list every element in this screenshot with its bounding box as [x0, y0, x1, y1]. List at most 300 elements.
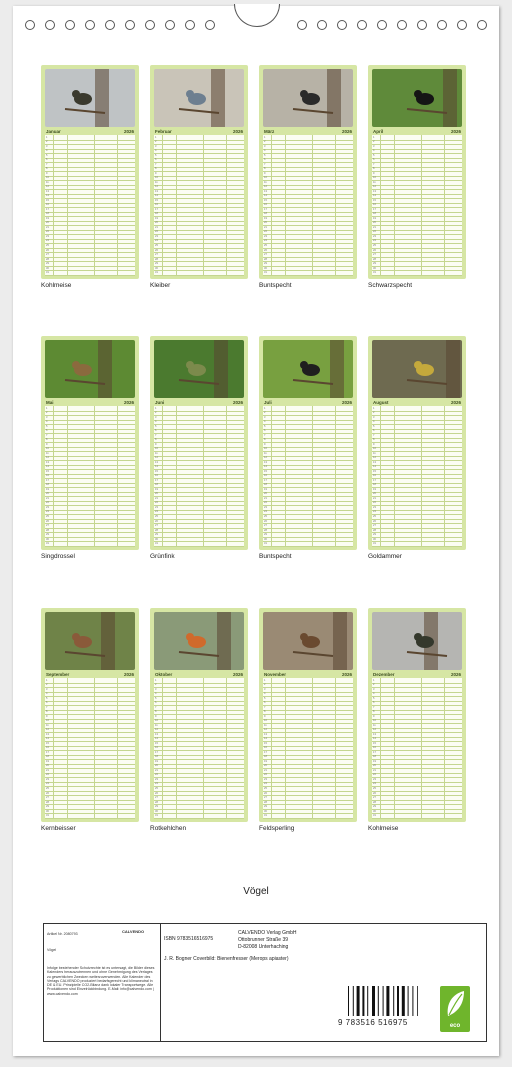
day-number: 27 [155, 524, 158, 528]
day-row-line [154, 438, 244, 442]
day-row-line [154, 483, 244, 487]
day-number: 6 [264, 429, 266, 433]
day-row-line [154, 696, 244, 697]
month-name: Juli [264, 400, 272, 405]
day-number: 10 [46, 176, 49, 180]
day-number: 17 [155, 750, 158, 754]
column-line [67, 678, 68, 818]
day-row-line [45, 804, 135, 805]
day-row-line [263, 257, 353, 258]
month-year: 2026 [450, 400, 461, 405]
day-number: 9 [373, 714, 375, 718]
day-number: 22 [373, 230, 376, 234]
day-row-line [154, 460, 244, 461]
day-number: 29 [46, 262, 49, 266]
column-line [176, 406, 177, 546]
day-row-line [372, 546, 462, 547]
day-number: 21 [46, 496, 49, 500]
day-number: 19 [46, 216, 49, 220]
day-row-line [263, 451, 353, 452]
day-number: 12 [373, 456, 376, 460]
day-row-line [263, 546, 353, 547]
day-row-line [372, 768, 462, 769]
column-line [335, 678, 336, 818]
day-row-line [45, 474, 135, 478]
day-row-line [45, 189, 135, 190]
day-row-line [45, 755, 135, 759]
day-number: 24 [264, 239, 267, 243]
day-row-line [372, 212, 462, 216]
day-number: 13 [46, 460, 49, 464]
day-number: 12 [155, 456, 158, 460]
day-number: 19 [155, 759, 158, 763]
bird-photo [45, 612, 135, 670]
day-number: 6 [46, 701, 48, 705]
day-row-line [372, 257, 462, 258]
day-number: 21 [373, 225, 376, 229]
day-number: 14 [155, 194, 158, 198]
day-number: 4 [155, 420, 157, 424]
day-grid [154, 406, 244, 546]
day-row-line [154, 465, 244, 469]
day-number: 11 [264, 451, 267, 455]
day-row-line [45, 248, 135, 249]
day-number: 6 [373, 158, 375, 162]
day-row-line [263, 705, 353, 706]
day-number: 8 [264, 167, 266, 171]
month-name: Februar [155, 129, 172, 134]
day-row-line [372, 687, 462, 688]
day-row-line [372, 469, 462, 470]
day-row-line [372, 424, 462, 425]
day-number: 5 [264, 696, 266, 700]
day-row-line [263, 230, 353, 234]
day-number: 31 [264, 271, 267, 275]
day-row-line [45, 728, 135, 732]
info-left-column [44, 924, 161, 1041]
day-row-line [372, 239, 462, 243]
day-row-line [372, 541, 462, 542]
day-row-line [263, 701, 353, 705]
day-number: 12 [46, 728, 49, 732]
binding-hole [437, 20, 447, 30]
day-number: 30 [264, 537, 267, 541]
day-number: 17 [373, 478, 376, 482]
day-number: 31 [373, 271, 376, 275]
day-number: 27 [46, 796, 49, 800]
day-row-line [372, 225, 462, 226]
day-number: 27 [155, 253, 158, 257]
day-number: 9 [46, 714, 48, 718]
day-row-line [263, 234, 353, 235]
day-number: 24 [373, 782, 376, 786]
day-number: 25 [264, 514, 267, 518]
day-row-line [372, 818, 462, 819]
day-number: 27 [264, 253, 267, 257]
day-number: 31 [155, 271, 158, 275]
day-row-line [372, 162, 462, 163]
day-row-line [154, 818, 244, 819]
day-row-line [154, 230, 244, 234]
day-number: 5 [373, 153, 375, 157]
day-row-line [372, 764, 462, 768]
day-row-line [45, 541, 135, 542]
day-row-line [263, 153, 353, 154]
day-number: 28 [264, 800, 267, 804]
day-row-line [45, 185, 135, 189]
binding-hole [85, 20, 95, 30]
day-number: 7 [264, 433, 266, 437]
day-number: 13 [46, 189, 49, 193]
day-number: 14 [155, 737, 158, 741]
day-row-line [263, 800, 353, 801]
column-line [444, 678, 445, 818]
day-row-line [154, 532, 244, 533]
bird-name: Kohlmeise [41, 282, 72, 289]
day-row-line [45, 687, 135, 688]
day-row-line [263, 243, 353, 244]
day-row-line [45, 523, 135, 524]
day-number: 3 [264, 144, 266, 148]
bird-photo [154, 340, 244, 398]
bird-photo [263, 612, 353, 670]
day-row-line [263, 420, 353, 424]
bird-photo [263, 69, 353, 127]
day-number: 15 [155, 469, 158, 473]
month-page [368, 608, 466, 822]
day-number: 6 [46, 158, 48, 162]
bird-photo [154, 69, 244, 127]
day-number: 2 [264, 140, 266, 144]
bird-name: Kleiber [150, 282, 171, 289]
day-row-line [45, 153, 135, 154]
day-row-line [154, 523, 244, 524]
day-number: 15 [155, 741, 158, 745]
day-number: 22 [264, 501, 267, 505]
month-name: April [373, 129, 384, 134]
day-row-line [263, 189, 353, 190]
day-row-line [372, 696, 462, 697]
day-number: 5 [373, 696, 375, 700]
month-page [259, 65, 357, 279]
day-row-line [263, 447, 353, 451]
day-row-line [263, 465, 353, 469]
day-row-line [45, 505, 135, 506]
day-row-line [154, 741, 244, 742]
day-row-line [372, 451, 462, 452]
day-number: 17 [373, 207, 376, 211]
day-row-line [154, 813, 244, 814]
month-page [41, 336, 139, 550]
day-number: 24 [155, 239, 158, 243]
column-line [271, 678, 272, 818]
day-row-line [372, 800, 462, 801]
day-number: 4 [155, 149, 157, 153]
day-number: 16 [46, 474, 49, 478]
day-row-line [45, 230, 135, 234]
column-line [335, 406, 336, 546]
bird-name: Kernbeisser [41, 825, 76, 832]
day-row-line [372, 723, 462, 724]
day-row-line [372, 474, 462, 478]
info-box [43, 923, 487, 1042]
day-number: 23 [155, 505, 158, 509]
day-number: 13 [46, 732, 49, 736]
day-row-line [372, 809, 462, 810]
day-number: 19 [155, 487, 158, 491]
day-number: 13 [373, 460, 376, 464]
day-row-line [154, 492, 244, 496]
day-number: 14 [264, 737, 267, 741]
day-row-line [263, 728, 353, 732]
day-row-line [372, 442, 462, 443]
day-number: 1 [373, 406, 375, 410]
month-page [259, 608, 357, 822]
day-row-line [263, 424, 353, 425]
day-number: 3 [155, 144, 157, 148]
day-row-line [263, 505, 353, 506]
day-number: 8 [46, 438, 48, 442]
day-number: 3 [373, 415, 375, 419]
day-number: 29 [46, 533, 49, 537]
day-number: 21 [373, 496, 376, 500]
day-number: 19 [46, 487, 49, 491]
day-row-line [263, 456, 353, 460]
barcode-digits: 9 783516 516975 [338, 1018, 408, 1027]
month-year: 2026 [341, 400, 352, 405]
month-name: Mai [46, 400, 54, 405]
day-number: 25 [46, 243, 49, 247]
bird-photo [263, 340, 353, 398]
day-row-line [154, 194, 244, 198]
day-number: 23 [373, 777, 376, 781]
day-number: 8 [373, 167, 375, 171]
day-number: 11 [373, 723, 376, 727]
bird-name: Goldammer [368, 553, 402, 560]
day-number: 28 [264, 528, 267, 532]
day-row-line [263, 813, 353, 814]
day-row-line [45, 741, 135, 742]
day-row-line [372, 746, 462, 750]
day-row-line [263, 514, 353, 515]
day-row-line [154, 759, 244, 760]
day-row-line [154, 442, 244, 443]
column-line [444, 135, 445, 275]
day-row-line [372, 741, 462, 742]
day-row-line [45, 705, 135, 706]
binding-hole [105, 20, 115, 30]
day-number: 15 [155, 198, 158, 202]
day-row-line [45, 683, 135, 687]
day-row-line [154, 795, 244, 796]
day-number: 7 [373, 162, 375, 166]
column-line [380, 135, 381, 275]
day-row-line [263, 492, 353, 496]
day-row-line [372, 519, 462, 520]
column-line [53, 135, 54, 275]
day-number: 13 [155, 189, 158, 193]
day-number: 23 [46, 234, 49, 238]
day-row-line [154, 710, 244, 714]
day-row-line [45, 162, 135, 163]
day-row-line [372, 786, 462, 787]
binding-hole [317, 20, 327, 30]
day-row-line [154, 411, 244, 415]
day-number: 17 [264, 478, 267, 482]
day-number: 25 [46, 786, 49, 790]
day-number: 18 [155, 212, 158, 216]
day-grid [45, 135, 135, 275]
day-number: 5 [155, 424, 157, 428]
day-grid [372, 406, 462, 546]
day-row-line [154, 171, 244, 172]
day-row-line [45, 252, 135, 253]
month-header [263, 399, 353, 406]
binding-hole [25, 20, 35, 30]
day-number: 28 [46, 528, 49, 532]
publisher-line-1: CALVENDO Verlag GmbH [238, 930, 297, 936]
day-number: 21 [155, 496, 158, 500]
binding-hole [165, 20, 175, 30]
day-row-line [154, 275, 244, 276]
day-number: 29 [264, 262, 267, 266]
day-number: 18 [46, 755, 49, 759]
day-row-line [154, 737, 244, 741]
day-row-line [154, 750, 244, 751]
day-number: 12 [264, 456, 267, 460]
day-row-line [372, 266, 462, 267]
article-number: Artikel Nr. 2080793 [47, 932, 78, 936]
day-row-line [154, 429, 244, 433]
day-row-line [154, 433, 244, 434]
day-number: 19 [264, 216, 267, 220]
day-row-line [372, 755, 462, 759]
day-row-line [154, 723, 244, 724]
day-number: 2 [373, 683, 375, 687]
column-line [271, 406, 272, 546]
day-number: 24 [46, 239, 49, 243]
day-row-line [263, 510, 353, 514]
day-row-line [45, 420, 135, 424]
day-row-line [154, 514, 244, 515]
day-number: 13 [264, 460, 267, 464]
day-number: 18 [264, 755, 267, 759]
day-number: 23 [264, 234, 267, 238]
day-number: 8 [373, 710, 375, 714]
day-number: 10 [155, 719, 158, 723]
day-row-line [45, 492, 135, 496]
day-number: 15 [46, 469, 49, 473]
day-row-line [372, 528, 462, 529]
day-number: 18 [264, 212, 267, 216]
day-row-line [263, 275, 353, 276]
day-number: 15 [373, 741, 376, 745]
day-number: 4 [264, 149, 266, 153]
day-row-line [154, 216, 244, 217]
column-line [421, 406, 422, 546]
day-row-line [263, 225, 353, 226]
day-number: 16 [46, 746, 49, 750]
day-number: 30 [155, 537, 158, 541]
day-row-line [154, 424, 244, 425]
month-year: 2026 [341, 129, 352, 134]
day-number: 2 [155, 140, 157, 144]
day-number: 20 [155, 492, 158, 496]
day-row-line [45, 714, 135, 715]
binding-hole [145, 20, 155, 30]
binding-hole [45, 20, 55, 30]
day-number: 16 [373, 746, 376, 750]
day-row-line [45, 261, 135, 262]
day-number: 8 [46, 167, 48, 171]
day-number: 22 [373, 773, 376, 777]
day-number: 28 [155, 800, 158, 804]
day-row-line [263, 741, 353, 742]
day-row-line [154, 804, 244, 805]
day-row-line [263, 804, 353, 805]
day-row-line [154, 732, 244, 733]
day-row-line [45, 212, 135, 216]
day-row-line [154, 519, 244, 520]
day-number: 28 [46, 800, 49, 804]
day-row-line [263, 203, 353, 207]
column-line [421, 135, 422, 275]
day-row-line [45, 140, 135, 144]
day-row-line [154, 714, 244, 715]
day-row-line [372, 447, 462, 451]
day-number: 26 [264, 519, 267, 523]
day-number: 9 [373, 442, 375, 446]
day-row-line [154, 782, 244, 786]
day-number: 20 [155, 221, 158, 225]
day-number: 18 [46, 483, 49, 487]
day-row-line [45, 257, 135, 258]
day-number: 20 [264, 221, 267, 225]
day-number: 29 [373, 262, 376, 266]
day-row-line [263, 777, 353, 778]
day-number: 15 [46, 198, 49, 202]
day-number: 16 [264, 474, 267, 478]
day-row-line [154, 203, 244, 207]
day-number: 22 [155, 773, 158, 777]
day-row-line [263, 162, 353, 163]
day-row-line [45, 275, 135, 276]
day-number: 26 [373, 519, 376, 523]
column-line [176, 678, 177, 818]
day-number: 3 [46, 415, 48, 419]
binding-hole [417, 20, 427, 30]
day-row-line [154, 162, 244, 163]
day-row-line [154, 764, 244, 768]
day-number: 15 [373, 469, 376, 473]
day-row-line [263, 442, 353, 443]
day-row-line [263, 501, 353, 505]
day-row-line [45, 546, 135, 547]
day-number: 8 [264, 710, 266, 714]
binding-hole [297, 20, 307, 30]
day-number: 28 [264, 257, 267, 261]
day-row-line [372, 234, 462, 235]
day-row-line [372, 795, 462, 796]
day-number: 21 [155, 225, 158, 229]
day-number: 23 [155, 777, 158, 781]
day-row-line [263, 532, 353, 533]
day-row-line [263, 523, 353, 524]
day-number: 20 [46, 492, 49, 496]
day-row-line [263, 773, 353, 777]
day-number: 30 [155, 809, 158, 813]
day-number: 16 [373, 203, 376, 207]
